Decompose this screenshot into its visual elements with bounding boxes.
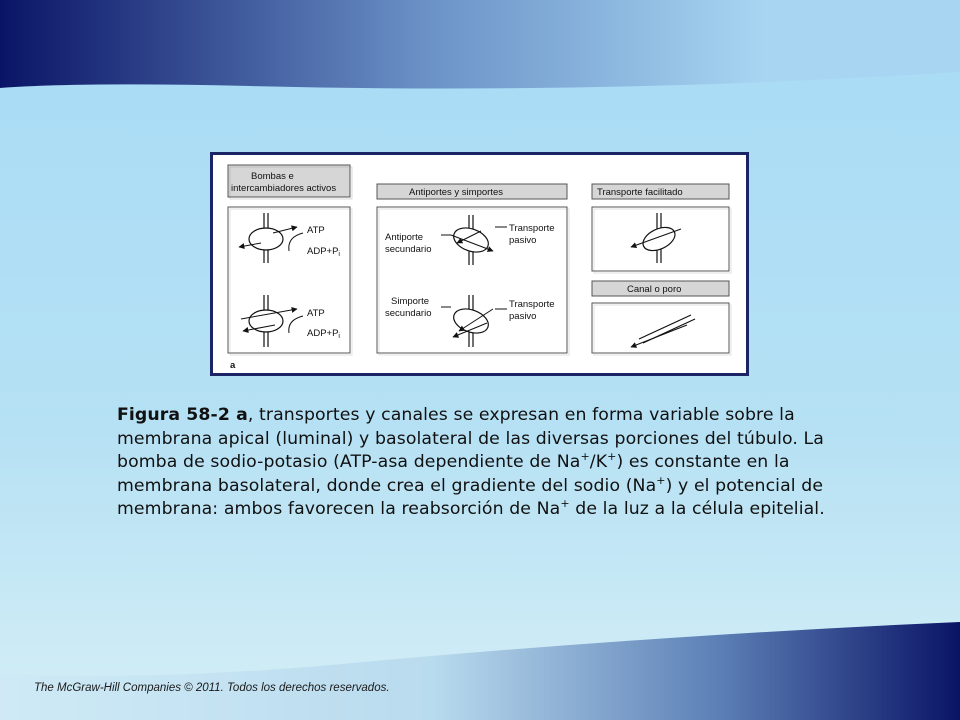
figure-caption	[117, 404, 857, 522]
panel-letter: a	[230, 360, 236, 371]
header-canal: Canal o poro	[627, 284, 682, 295]
simporte-label-1: Simporte	[391, 296, 430, 307]
caption-text-5: de la luz a la célula epitelial.	[569, 499, 825, 520]
caption-text-4: ) y el potencial de membrana: ambos favorecen la reabsorción de Na	[117, 475, 824, 520]
caption-sup-2: +	[607, 450, 617, 464]
column-antiportes	[377, 184, 569, 355]
header-bombas-line2: intercambiadores activos	[231, 183, 337, 194]
caption-sup-4: +	[560, 497, 570, 511]
adp-label-1: ADP+P	[307, 246, 339, 257]
antiporte-label-1: Antiporte	[385, 232, 424, 243]
caption-figure-number: Figura 58-2 a	[117, 405, 248, 425]
header-bombas-line1: Bombas e	[251, 171, 294, 182]
atp-label-2: ATP	[307, 308, 325, 319]
atp-label-1: ATP	[307, 225, 325, 236]
caption-text-3: ) es constante en la membrana basolateral, donde crea el gradiente del sodio (Na	[117, 452, 790, 496]
adp-sub-2: i	[338, 333, 340, 340]
simporte-label-2: secundario	[385, 308, 432, 319]
adp-sub-1: i	[338, 251, 340, 258]
header-facilitado: Transporte facilitado	[597, 187, 683, 198]
pasivo-1-label-1: Transporte	[509, 223, 555, 234]
transport-diagram	[213, 155, 746, 373]
top-band	[0, 0, 960, 89]
header-antiportes: Antiportes y simportes	[409, 187, 503, 198]
antiporte-label-2: secundario	[385, 244, 432, 255]
svg-text:ADP+Pi	[307, 246, 340, 258]
caption-sup-3: +	[656, 474, 666, 488]
column-bombas	[228, 165, 352, 371]
column-facilitado	[592, 184, 731, 355]
svg-text:ADP+Pi	[307, 328, 340, 340]
pasivo-2-label-2: pasivo	[509, 311, 537, 322]
copyright-footer: The McGraw-Hill Companies © 2011. Todos los derechos reservados.	[34, 682, 390, 694]
caption-text-2: /K	[589, 452, 608, 473]
caption-sup-1: +	[580, 450, 590, 464]
adp-label-2: ADP+P	[307, 328, 339, 339]
pasivo-2-label-1: Transporte	[509, 299, 555, 310]
caption-text-1: , transportes y canales se expresan en forma variable sobre la membrana apical (luminal) y basolateral de las diversas porciones del túbulo. La bomba de sodio-potasio (ATP-asa dependiente de Na	[117, 405, 824, 473]
figure-58-2-frame	[210, 152, 749, 376]
pasivo-1-label-2: pasivo	[509, 235, 537, 246]
